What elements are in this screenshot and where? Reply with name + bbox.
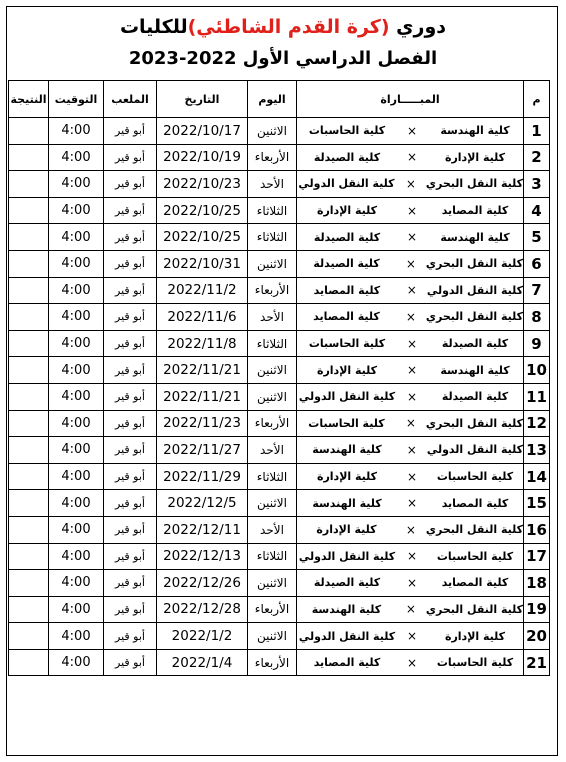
match-day: الثلاثاء (248, 463, 297, 490)
match-cell (297, 570, 524, 597)
match-date: 2022/10/25 (157, 224, 248, 251)
match-venue: أبو قير (104, 250, 157, 277)
team-a: كلية النقل البحري (425, 177, 523, 191)
match-time: 4:00 (49, 224, 104, 251)
match-number: 2 (524, 144, 550, 171)
match-cell (297, 171, 524, 198)
team-b: كلية الإدارة (316, 523, 377, 537)
match-time: 4:00 (49, 118, 104, 145)
team-b: كلية الحاسبات (308, 337, 386, 351)
team-a: كلية النقل البحري (425, 257, 523, 271)
team-b: كلية المصايد (313, 283, 381, 297)
match-result (9, 224, 49, 251)
match-result (9, 490, 49, 517)
vs-symbol: × (406, 442, 417, 457)
match-number: 20 (524, 623, 550, 650)
team-b: كلية الحاسبات (308, 124, 386, 138)
vs-symbol: × (405, 309, 416, 324)
table-row (9, 437, 550, 464)
match-day: الاثنين (248, 383, 297, 410)
match-venue: أبو قير (104, 570, 157, 597)
match-cell (297, 304, 524, 331)
match-result (9, 277, 49, 304)
team-a: كلية الإدارة (444, 150, 506, 164)
match-cell (297, 330, 524, 357)
match-result (9, 383, 49, 410)
table-row (9, 224, 550, 251)
match-venue: أبو قير (104, 224, 157, 251)
match-date: 2022/11/6 (157, 304, 248, 331)
match-time: 4:00 (49, 171, 104, 198)
match-venue: أبو قير (104, 383, 157, 410)
match-result (9, 144, 49, 171)
table-row (9, 490, 550, 517)
match-result (9, 437, 49, 464)
title-suffix: للكليات (119, 16, 188, 38)
match-date: 2022/12/13 (157, 543, 248, 570)
table-row (9, 543, 550, 570)
vs-symbol: × (406, 575, 418, 590)
match-time: 4:00 (49, 197, 104, 224)
team-b: كلية الإدارة (316, 363, 378, 377)
match-date: 2022/10/31 (157, 250, 248, 277)
match-result (9, 197, 49, 224)
match-cell (297, 357, 524, 384)
team-a: كلية النقل البحري (425, 310, 523, 324)
match-venue: أبو قير (104, 623, 157, 650)
match-day: الأربعاء (248, 596, 297, 623)
match-date: 2022/11/21 (157, 357, 248, 384)
table-row (9, 649, 550, 676)
vs-symbol: × (406, 230, 418, 245)
match-day: الثلاثاء (248, 543, 297, 570)
vs-symbol: × (406, 363, 418, 378)
team-a: كلية الهندسة (440, 363, 510, 377)
match-venue: أبو قير (104, 437, 157, 464)
match-number: 10 (524, 357, 550, 384)
team-b: كلية الإدارة (316, 470, 378, 484)
match-date: 2022/11/27 (157, 437, 248, 464)
match-venue: أبو قير (104, 330, 157, 357)
header-date: التاريخ (157, 81, 248, 118)
match-result (9, 171, 49, 198)
match-venue: أبو قير (104, 304, 157, 331)
match-day: الثلاثاء (248, 224, 297, 251)
page-subtitle: الفصل الدراسي الأول 2022-2023 (128, 48, 438, 69)
match-day: الأحد (248, 516, 297, 543)
match-day: الاثنين (248, 250, 297, 277)
header-time: التوقيت (49, 81, 104, 118)
vs-symbol: × (405, 602, 416, 617)
match-date: 2022/1/4 (157, 649, 248, 676)
match-date: 2022/11/21 (157, 383, 248, 410)
match-result (9, 304, 49, 331)
table-row (9, 144, 550, 171)
team-b: كلية الهندسة (311, 602, 382, 616)
match-venue: أبو قير (104, 463, 157, 490)
header-result: النتيجة (9, 81, 49, 118)
match-number: 1 (524, 118, 550, 145)
match-time: 4:00 (49, 596, 104, 623)
team-b: كلية النقل الدولي (298, 177, 395, 191)
header-venue: الملعب (104, 81, 157, 118)
match-date: 2022/10/23 (157, 171, 248, 198)
match-date: 2022/12/11 (157, 516, 248, 543)
match-time: 4:00 (49, 543, 104, 570)
match-day: الثلاثاء (248, 330, 297, 357)
team-b: كلية الصيدلة (313, 230, 381, 244)
match-number: 13 (524, 437, 550, 464)
header-num: م (524, 81, 550, 118)
table-row (9, 250, 550, 277)
match-result (9, 118, 49, 145)
match-number: 11 (524, 383, 550, 410)
match-cell (297, 383, 524, 410)
team-a: كلية الهندسة (440, 124, 510, 138)
team-a: كلية المصايد (441, 204, 509, 218)
vs-symbol: × (405, 522, 416, 537)
match-date: 2022/12/26 (157, 570, 248, 597)
match-number: 3 (524, 171, 550, 198)
table-row (9, 596, 550, 623)
team-b: كلية النقل الدولي (298, 549, 396, 563)
match-date: 2022/1/2 (157, 623, 248, 650)
team-b: كلية المصايد (313, 310, 380, 324)
table-row (9, 118, 550, 145)
page-title (0, 16, 566, 38)
match-venue: أبو قير (104, 357, 157, 384)
vs-symbol: × (406, 629, 418, 644)
match-day: الثلاثاء (248, 197, 297, 224)
match-venue: أبو قير (104, 490, 157, 517)
match-number: 21 (524, 649, 550, 676)
match-number: 17 (524, 543, 550, 570)
match-time: 4:00 (49, 330, 104, 357)
match-number: 19 (524, 596, 550, 623)
match-venue: أبو قير (104, 277, 157, 304)
match-cell (297, 490, 524, 517)
match-day: الاثنين (248, 118, 297, 145)
team-a: كلية الإدارة (444, 629, 506, 643)
match-time: 4:00 (49, 410, 104, 437)
match-number: 15 (524, 490, 550, 517)
match-venue: أبو قير (104, 144, 157, 171)
match-day: الأربعاء (248, 277, 297, 304)
team-a: كلية المصايد (441, 576, 509, 590)
table-row (9, 171, 550, 198)
match-result (9, 250, 49, 277)
match-day: الأحد (248, 304, 297, 331)
match-number: 4 (524, 197, 550, 224)
match-number: 18 (524, 570, 550, 597)
team-a: كلية الحاسبات (436, 549, 514, 563)
match-venue: أبو قير (104, 649, 157, 676)
match-result (9, 516, 49, 543)
match-date: 2022/10/19 (157, 144, 248, 171)
match-venue: أبو قير (104, 410, 157, 437)
match-time: 4:00 (49, 357, 104, 384)
match-time: 4:00 (49, 623, 104, 650)
match-date: 2022/10/17 (157, 118, 248, 145)
match-venue: أبو قير (104, 596, 157, 623)
match-number: 9 (524, 330, 550, 357)
table-row (9, 383, 550, 410)
team-a: كلية الحاسبات (436, 656, 514, 670)
match-day: الاثنين (248, 623, 297, 650)
match-cell (297, 516, 524, 543)
vs-symbol: × (406, 203, 418, 218)
match-day: الأحد (248, 437, 297, 464)
team-b: كلية الحاسبات (308, 416, 385, 430)
match-day: الأربعاء (248, 649, 297, 676)
match-venue: أبو قير (104, 543, 157, 570)
match-cell (297, 596, 524, 623)
team-a: كلية الحاسبات (436, 470, 514, 484)
match-result (9, 596, 49, 623)
match-result (9, 623, 49, 650)
match-venue: أبو قير (104, 171, 157, 198)
match-venue: أبو قير (104, 516, 157, 543)
match-time: 4:00 (49, 516, 104, 543)
table-row (9, 277, 550, 304)
vs-symbol: × (406, 123, 418, 138)
team-a: كلية الصيدلة (441, 337, 509, 351)
table-row (9, 463, 550, 490)
title-prefix: دوري (389, 16, 447, 38)
table-row (9, 197, 550, 224)
match-date: 2022/12/5 (157, 490, 248, 517)
match-cell (297, 197, 524, 224)
schedule-table (8, 80, 550, 676)
match-time: 4:00 (49, 383, 104, 410)
vs-symbol: × (406, 336, 418, 351)
match-cell (297, 224, 524, 251)
vs-symbol: × (406, 655, 418, 670)
vs-symbol: × (405, 256, 416, 271)
header-row (9, 81, 550, 118)
match-cell (297, 437, 524, 464)
match-day: الأحد (248, 171, 297, 198)
match-time: 4:00 (49, 437, 104, 464)
match-venue: أبو قير (104, 118, 157, 145)
match-number: 8 (524, 304, 550, 331)
match-result (9, 649, 49, 676)
vs-symbol: × (406, 283, 417, 298)
match-result (9, 463, 49, 490)
match-cell (297, 410, 524, 437)
team-a: كلية المصايد (441, 496, 509, 510)
team-a: كلية النقل البحري (425, 602, 523, 616)
match-cell (297, 463, 524, 490)
match-number: 14 (524, 463, 550, 490)
vs-symbol: × (406, 549, 418, 564)
title-highlight: (كرة القدم الشاطئي) (187, 16, 390, 38)
match-date: 2022/11/23 (157, 410, 248, 437)
vs-symbol: × (406, 150, 418, 165)
team-a: كلية النقل البحري (425, 416, 523, 430)
team-b: كلية النقل الدولي (298, 629, 396, 643)
team-a: كلية النقل الدولي (426, 283, 523, 297)
team-b: كلية المصايد (313, 656, 381, 670)
match-time: 4:00 (49, 649, 104, 676)
match-venue: أبو قير (104, 197, 157, 224)
match-day: الاثنين (248, 357, 297, 384)
table-row (9, 357, 550, 384)
match-day: الاثنين (248, 490, 297, 517)
vs-symbol: × (406, 496, 418, 511)
match-date: 2022/10/25 (157, 197, 248, 224)
match-result (9, 410, 49, 437)
table-row (9, 516, 550, 543)
match-result (9, 570, 49, 597)
match-time: 4:00 (49, 250, 104, 277)
team-b: كلية الإدارة (316, 204, 378, 218)
match-result (9, 357, 49, 384)
team-b: كلية الصيدلة (313, 576, 381, 590)
team-b: كلية النقل الدولي (298, 390, 396, 404)
match-cell (297, 543, 524, 570)
vs-symbol: × (406, 469, 418, 484)
match-day: الأربعاء (248, 410, 297, 437)
vs-symbol: × (406, 389, 418, 404)
header-match: المبـــــاراة (297, 81, 524, 118)
team-b: كلية الهندسة (312, 443, 382, 457)
team-a: كلية الهندسة (440, 230, 510, 244)
match-cell (297, 623, 524, 650)
vs-symbol: × (405, 176, 416, 191)
match-number: 6 (524, 250, 550, 277)
team-a: كلية النقل البحري (425, 523, 523, 537)
match-number: 5 (524, 224, 550, 251)
match-number: 7 (524, 277, 550, 304)
match-date: 2022/12/28 (157, 596, 248, 623)
match-time: 4:00 (49, 570, 104, 597)
match-time: 4:00 (49, 144, 104, 171)
team-b: كلية الصيدلة (313, 150, 381, 164)
match-cell (297, 250, 524, 277)
header-day: اليوم (248, 81, 297, 118)
match-date: 2022/11/8 (157, 330, 248, 357)
team-b: كلية الهندسة (312, 496, 382, 510)
match-cell (297, 144, 524, 171)
match-day: الأربعاء (248, 144, 297, 171)
table-row (9, 570, 550, 597)
match-day: الاثنين (248, 570, 297, 597)
vs-symbol: × (405, 416, 416, 431)
match-number: 16 (524, 516, 550, 543)
team-a: كلية الصيدلة (441, 390, 509, 404)
match-date: 2022/11/29 (157, 463, 248, 490)
team-b: كلية الصيدلة (313, 257, 380, 271)
match-result (9, 330, 49, 357)
match-time: 4:00 (49, 490, 104, 517)
match-date: 2022/11/2 (157, 277, 248, 304)
match-cell (297, 277, 524, 304)
match-cell (297, 649, 524, 676)
match-time: 4:00 (49, 304, 104, 331)
table-row (9, 410, 550, 437)
match-time: 4:00 (49, 277, 104, 304)
match-time: 4:00 (49, 463, 104, 490)
table-row (9, 304, 550, 331)
match-result (9, 543, 49, 570)
match-number: 12 (524, 410, 550, 437)
table-row (9, 623, 550, 650)
match-cell (297, 118, 524, 145)
table-row (9, 330, 550, 357)
team-a: كلية النقل الدولي (426, 443, 523, 457)
